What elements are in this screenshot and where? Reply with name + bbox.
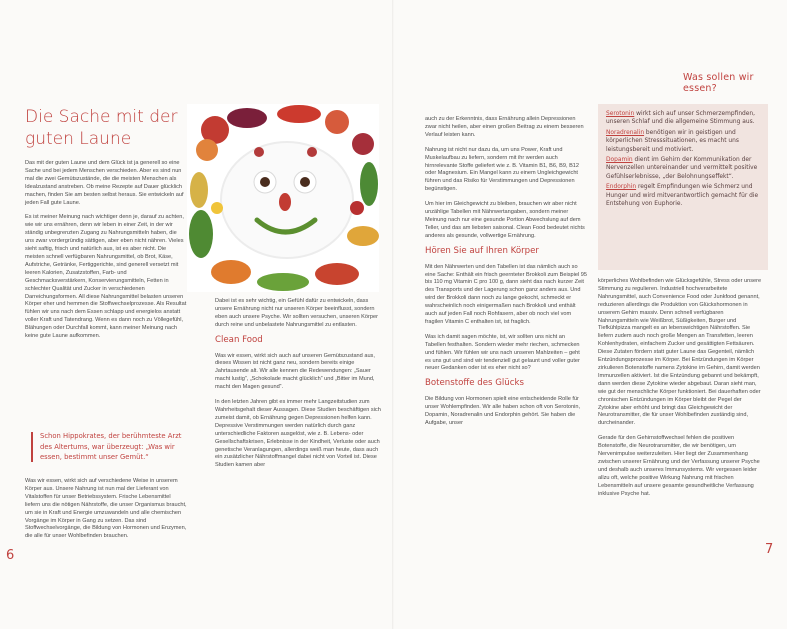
section-heading: Hören Sie auf Ihren Körper <box>425 245 539 256</box>
info-item: Endorphin regelt Empfindungen wie Schmerz und Hunger und wird mitverantwortlich gemacht für die Entstehung von Euphorie. <box>606 184 759 208</box>
paragraph: Nahrung ist nicht nur dazu da, um uns Power, Kraft und Muskelaufbau zu liefern, sondern mit ihr werden auch hirnrelevante Stoffe geliefert wie z. B. Vitamin B1, B6, B9, B12 oder Magnesium. Ein Mangel kann zu einem Ungleichgewicht führen und das Risiko für Verstimmungen und Depressionen begünstigen. <box>425 146 580 193</box>
info-item: Noradrenalin benötigen wir in geistigen und körperlichen Stresssituationen, es macht uns leistungsbereit und motiviert. <box>606 129 739 153</box>
page-number-left: 6 <box>6 548 15 563</box>
paragraph: körperliches Wohlbefinden wie Glücksgefühle, Stress oder unsere Stimmung zu regulieren. Industriell hochverarbeitete Nahrungsmittel, auch Convenience Food oder Junkfood genannt, reduzieren allerdings die Produktion von Glückshormonen in unserem Gehirn massiv. Denn schnell verfügbaren Nahrungsmitteln wie Weißbrot, Süßigkeiten, Burger und Tiefkühlpizza mangelt es an lebenswichtigen Nährstoffen. Sie liefern zudem auch noch große Mengen an Transfetten, leeren Kohlenhydraten, einfachem Zucker und gesättigten Fettsäuren. Diese Zutaten fördern statt guter Laune das Gegenteil, nämlich Entzündungsprozesse im Körper. Bei Entzündungen im Körper zirkulieren Botenstoffe namens Zytokine im Gehirn, damit werden Immunzellen aktiviert. Ist die Entzündung gebannt und bekämpft, dann werden diese Zytokine wieder abgebaut. Daran sieht man, wie gut der menschliche Körper funktioniert. Bei dauerhaften oder chronischen Entzündungen im Körper bleibt der Pegel der Zytokine aber erhöht und bringt das Gleichgewicht der Neurotransmitter, die für unser Wohlbefinden zuständig sind, durcheinander. <box>598 278 762 427</box>
body-column-1-bottom <box>25 478 187 548</box>
section-heading: Clean Food <box>215 334 263 345</box>
keyword: Dopamin <box>606 157 633 164</box>
page-number-right: 7 <box>765 542 774 557</box>
paragraph: Mit den Nährwerten und den Tabellen ist das nämlich auch so eine Sache: Enthält ein frisch geernteter Brokkoli zum Beispiel 95 bis 110 mg Vitamin C pro 100 g, dann sieht das nach kurzer Zeit des Transports und der Lagerung schon ganz anders aus. Und wird der Brokkoli dann noch zu lange gekocht, schmeckt er wahrscheinlich noch einigermaßen nach Brokkoli und enthält auch auf jeden Fall noch Rohfasern, aber ob noch viel vom fragilen Vitamin C enthalten ist, ist fraglich. <box>425 263 587 325</box>
body-column-3 <box>425 116 587 435</box>
paragraph: Die Bildung von Hormonen spielt eine entscheidende Rolle für unser Wohlempfinden. Wir alle haben schon oft von Serotonin, Dopamin, Noradrenalin und Endorphin gehört. Sie haben die Aufgabe, unser <box>425 396 581 426</box>
pull-quote: Schon Hippokrates, der berühmteste Arzt des Altertums, war überzeugt: „Was wir essen, bestimmt unser Gemüt.“ <box>40 432 182 461</box>
paragraph: Um hier im Gleichgewicht zu bleiben, brauchen wir aber nicht unzählige Tabellen mit Nährwertangaben, sondern meiner Meinung nach nur eine gesunde Portion Abwechslung auf dem Teller, und das am liebsten saisonal. Clean Food bedeutet nichts anderes als gesunde, vollwertige Ernährung. <box>425 201 585 239</box>
food-face-photo <box>187 104 379 292</box>
keyword: Noradrenalin <box>606 129 645 136</box>
section-heading: Botenstoffe des Glücks <box>425 378 524 389</box>
paragraph: Was wir essen, wirkt sich auch auf unseren Gemütszustand aus, dieses Wissen ist nicht ganz neu, sondern bereits einige Jahrtausende alt. Wir alle kennen die Redewendungen: „Sauer macht lustig“, „Schokolade macht glücklich“ und „Bitter im Mund, macht den Magen gesund“. <box>215 352 375 391</box>
info-item: Dopamin dient im Gehirn der Kommunikation der Nervenzellen untereinander und vermittelt positive Gefühlserlebnisse, „der Belohnungseffekt“. <box>606 157 758 180</box>
paragraph: Gerade für den Gehirnstoffwechsel fehlen die positiven Botenstoffe, die Neurotransmitter, die wir benötigen, um Nervenimpulse weiterzuleiten. Hier liegt der Zusammenhang zwischen unserer Ernährung und der Verfassung unserer Psyche und deshalb auch unseres Immunsystems. Wir vergessen leider allzu oft, welche positive Wirkung Nahrung mit frischen Lebensmitteln auf unsere gesamte gesundheitliche Verfassung inklusive Psyche hat. <box>598 435 760 497</box>
paragraph: auch zu der Erkenntnis, dass Ernährung allein Depressionen zwar nicht heilen, aber einen großen Beitrag zu einem besseren Verlauf leisten kann. <box>425 116 584 138</box>
keyword: Endorphin <box>606 184 637 191</box>
paragraph: In den letzten Jahren gibt es immer mehr Langzeitstudien zum Wahrheitsgehalt dieser Aussagen. Diese Studien beschäftigen sich zumeist damit, ob Ernährung gegen Depressionen helfen kann. Depressive Verstimmungen werden natürlich durch ganz unterschiedliche Faktoren ausgelöst, wie z. B. Lebens- oder Gesellschaftskrisen, Erlebnisse in der Kindheit, Verluste oder auch genetische Veranlagungen, allerdings weiß man heute, dass auch ein zusätzlicher Nährstoffmangel dabei nicht von Vorteil ist. Diese Studien kamen aber <box>215 399 381 469</box>
paragraph: Das mit der guten Laune und dem Glück ist ja generell so eine Sache und bei jedem Menschen verschieden. Aber es sind nun mal die zwei Gemütszustände, die die meisten Menschen als Idealzustand anstreben. Ob meine Rezepte auf Dauer glücklich machen, finden Sie am besten selbst heraus. Sie entwickeln auf jeden Fall gute Laune. <box>25 160 184 206</box>
body-column-1 <box>25 160 187 348</box>
book-spine <box>392 0 394 629</box>
hormone-info-list <box>606 110 764 210</box>
body-column-4 <box>598 278 763 505</box>
paragraph: Was wir essen, wirkt sich auf verschiedene Weise in unserem Körper aus. Unsere Nahrung ist nun mal der Lieferant von Vitalstoffen für unser Betriebssystem. Frische Lebensmittel liefern uns die nötigen Nährstoffe, die unser Organismus braucht, um sie in Kraft und Energie umzuwandeln und alle chemischen Vorgänge im Körper in Gang zu setzen. Das sind Stoffwechselvorgänge, die Bildung von Hormonen und Enzymen, die alle für unser Wohlbefinden brauchen. <box>25 478 187 540</box>
paragraph: Was ich damit sagen möchte, ist, wir sollten uns nicht an Tabellen festhalten. Sondern wieder mehr riechen, schmecken und fühlen. Wir fühlen wir uns nach unseren Mahlzeiten – geht es uns gut und sind wir tendenziell gut gelaunt und voller guter neuer Gedanken oder ist es eher nicht so? <box>425 333 580 372</box>
paragraph: Dabei ist es sehr wichtig, ein Gefühl dafür zu entwickeln, dass unsere Ernährung nicht nur unseren Körper beeinflusst, sondern eben auch unsere Psyche. Wir sollten versuchen, unseren Körper durch reine und unbelastete Nahrungsmittel zu entlasten. <box>215 298 378 328</box>
keyword: Serotonin <box>606 111 635 117</box>
quote-bar <box>31 432 33 462</box>
page-title: Die Sache mit der guten Laune <box>25 107 178 149</box>
paragraph: Es ist meiner Meinung nach wichtiger denn je, darauf zu achten, wie wir uns ernähren, denn wir leben in einer Zeit, in der wir ständig unbegrenzten Zugang zu Nahrungsmitteln haben, die uns zwar vordergründig sättigen, aber eben nicht nähren. Vieles sieht saftig, frisch und natürlich aus, ist es aber nicht. Die meisten schnell verfügbaren Nahrungsmittel, ob Brot, Käse, Aufstriche, Getränke, Fertiggerichte, sind generell versetzt mit leeren Kalorien, Zusatzstoffen, Farb- und Geschmacksverstärkern, Konservierungsmitteln, Fetten in schlechter Qualität und Zucker in verschiedenen Darreichungsformen. All diese Nahrungsmittel belasten unseren Körper eher und hemmen die Stoffwechselprozesse. Als Resultat fühlen wir uns nach dem Essen schlapp und energielos anstatt voller Kraft und Tatendrang. Wenn es dann noch zu Völlegefühl, Blähungen oder Durchfall kommt, kann meiner Meinung nach keine gute Laune aufkommen. <box>25 214 187 340</box>
info-item: Serotonin wirkt sich auf unser Schmerzempfinden, unseren Schlaf und die allgemeine Stimmung aus. <box>606 111 756 126</box>
body-column-2 <box>215 298 381 477</box>
running-head: Was sollen wir essen? <box>683 72 754 94</box>
